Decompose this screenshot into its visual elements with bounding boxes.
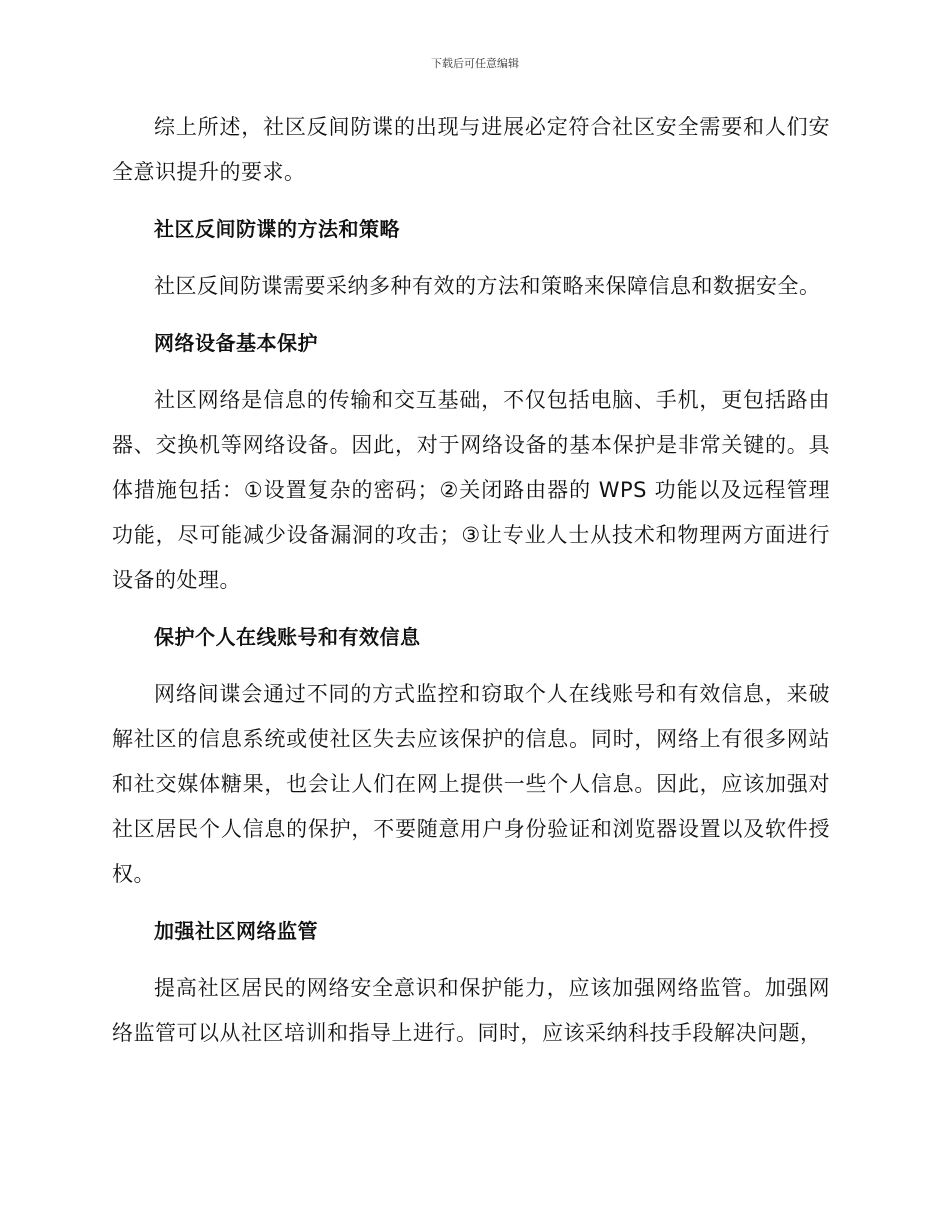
document-body (112, 105, 830, 1056)
paragraph-summary: 综上所述，社区反间防谍的出现与进展必定符合社区安全需要和人们安全意识提升的要求。 (112, 115, 830, 184)
heading-methods-strategies: 社区反间防谍的方法和策略 (154, 217, 400, 241)
paragraph-network-supervision: 提高社区居民的网络安全意识和保护能力，应该加强网络监管。加强网络监管可以从社区培训和指导上进行。同时，应该采纳科技手段解决问题， (112, 976, 830, 1045)
paragraph-methods-intro: 社区反间防谍需要采纳多种有效的方法和策略来保障信息和数据安全。 (154, 274, 821, 298)
paragraph-account-protection: 网络间谍会通过不同的方式监控和窃取个人在线账号和有效信息，来破解社区的信息系统或使社区失去应该保护的信息。同时，网络上有很多网站和社交媒体糖果，也会让人们在网上提供一些个人信息。因此，应该加强对社区居民个人信息的保护，不要随意用户身份验证和浏览器设置以及软件授权。 (112, 682, 830, 886)
header-note: 下载后可任意编辑 (431, 57, 519, 70)
heading-network-supervision: 加强社区网络监管 (154, 919, 318, 943)
paragraph-device-protection: 社区网络是信息的传输和交互基础，不仅包括电脑、手机，更包括路由器、交换机等网络设备。因此，对于网络设备的基本保护是非常关键的。具体措施包括：①设置复杂的密码；②关闭路由器的 WPS 功能以及远程管理功能，尽可能减少设备漏洞的攻击；③让专业人士从技术和物理两方面进行设备的处理。 (112, 388, 830, 592)
heading-device-protection: 网络设备基本保护 (154, 331, 318, 355)
heading-account-protection: 保护个人在线账号和有效信息 (154, 625, 421, 649)
